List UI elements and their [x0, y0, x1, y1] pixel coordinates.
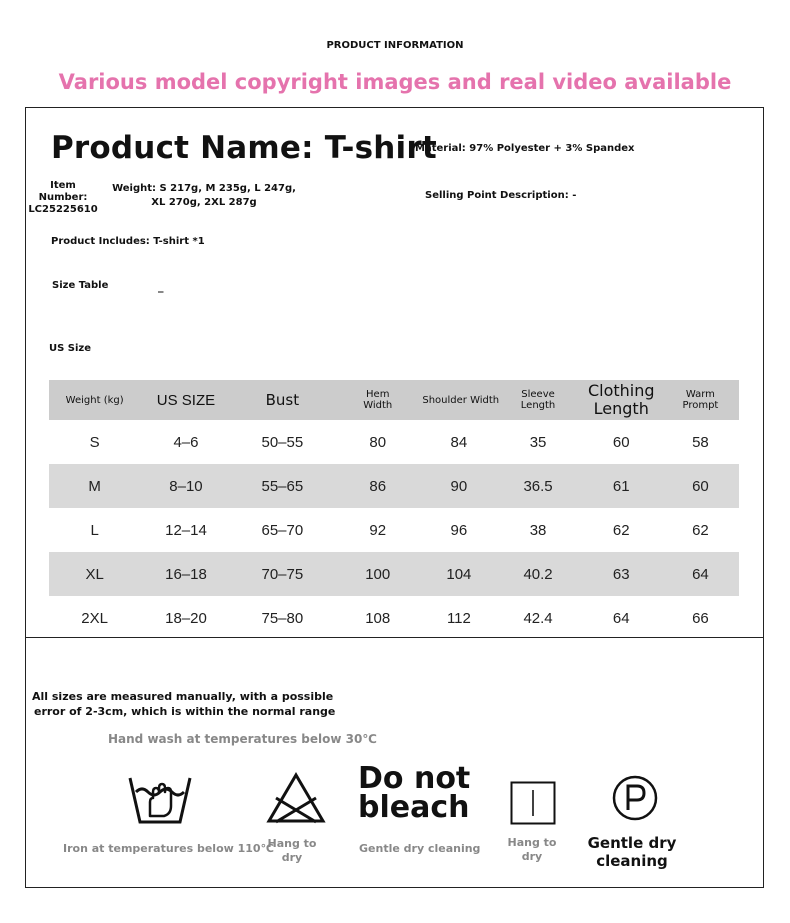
us-size-label: US Size — [49, 343, 92, 354]
table-cell: 55–65 — [261, 477, 304, 495]
col-header-bust: Bust — [265, 391, 300, 409]
size-table-header-row — [49, 380, 739, 420]
measurement-note-line-2: error of 2-3cm, which is within the normal range — [34, 705, 336, 718]
no-bleach-line-1: Do not — [358, 761, 471, 796]
table-cell: 18–20 — [165, 609, 207, 627]
table-cell: 108 — [365, 609, 391, 627]
table-cell: 4–6 — [173, 433, 199, 451]
selling-point-text: Selling Point Description: - — [425, 190, 577, 201]
includes-text: Product Includes: T-shirt *1 — [51, 236, 205, 247]
table-cell: L — [90, 521, 99, 539]
hang-dry-label-2: Hang to dry — [507, 836, 557, 863]
table-cell: 62 — [692, 521, 709, 539]
table-cell: 70–75 — [261, 565, 304, 583]
table-cell: XL — [85, 565, 104, 583]
table-cell: 35 — [529, 433, 547, 451]
table-cell: 38 — [529, 521, 547, 539]
col-header-shoulder-width: Shoulder Width — [422, 394, 500, 406]
hang-dry-label-1: Hang to dry — [267, 837, 317, 864]
col-header-hem-width-text: Hem Width — [363, 389, 393, 411]
table-cell: 61 — [612, 477, 630, 495]
table-cell: 64 — [612, 609, 630, 627]
line-dry-icon — [510, 781, 556, 825]
item-number-value: LC25225610 — [28, 204, 98, 215]
table-row — [49, 552, 739, 596]
col-header-sleeve-length — [495, 380, 580, 420]
table-cell: 80 — [369, 433, 387, 451]
hand-wash-note: Hand wash at temperatures below 30℃ — [108, 732, 377, 746]
table-row — [49, 596, 739, 640]
table-cell: 60 — [692, 477, 709, 495]
table-cell: 86 — [369, 477, 387, 495]
table-cell: 63 — [612, 565, 630, 583]
product-name: Product Name: T-shirt — [51, 130, 437, 166]
material-text: Material: 97% Polyester + 3% Spandex — [415, 143, 635, 154]
size-table-dash: _ — [158, 280, 164, 293]
table-cell: S — [89, 433, 100, 451]
iron-note: Iron at temperatures below 110℃ — [63, 842, 274, 855]
table-row — [49, 420, 739, 464]
no-bleach-text — [358, 761, 471, 825]
table-row — [49, 464, 739, 508]
table-cell: 58 — [692, 433, 709, 451]
promo-banner: Various model copyright images and real video available — [58, 70, 732, 94]
table-cell: 50–55 — [261, 433, 304, 451]
table-cell: 40.2 — [523, 565, 553, 583]
col-header-us-size: US SIZE — [156, 391, 216, 409]
weight-text — [104, 182, 304, 210]
table-cell: 66 — [692, 609, 709, 627]
table-cell: 60 — [612, 433, 630, 451]
table-cell: 2XL — [81, 609, 108, 627]
gentle-dry-label-2: Gentle dry cleaning — [587, 834, 677, 870]
item-number-label: Item Number: — [38, 180, 88, 203]
size-table — [49, 380, 739, 640]
no-bleach-line-2: bleach — [358, 790, 470, 825]
table-cell: 92 — [369, 521, 387, 539]
table-cell: 104 — [446, 565, 472, 583]
table-cell: 8–10 — [169, 477, 203, 495]
hand-wash-icon — [128, 772, 192, 828]
table-cell: 36.5 — [523, 477, 553, 495]
table-cell: 96 — [450, 521, 468, 539]
item-number — [28, 180, 98, 216]
col-header-clothing-length-text: Clothing Length — [587, 381, 655, 418]
table-cell: 90 — [450, 477, 468, 495]
size-table-label: Size Table — [52, 280, 109, 291]
table-cell: 64 — [692, 565, 709, 583]
measurement-note-line-1: All sizes are measured manually, with a possible — [32, 690, 334, 703]
table-cell: 84 — [450, 433, 468, 451]
page-header-title: PRODUCT INFORMATION — [326, 40, 464, 51]
measurement-note — [32, 689, 335, 719]
weight-line-1: Weight: S 217g, M 235g, L 247g, — [112, 183, 296, 194]
no-bleach-triangle-icon — [266, 772, 326, 824]
col-header-clothing-length — [581, 380, 662, 420]
table-cell: 100 — [365, 565, 391, 583]
table-cell: 12–14 — [165, 521, 207, 539]
col-header-sleeve-length-text: Sleeve Length — [520, 389, 556, 411]
table-cell: 65–70 — [261, 521, 304, 539]
weight-line-2: XL 270g, 2XL 287g — [151, 197, 257, 208]
table-cell: 62 — [612, 521, 630, 539]
col-header-weight: Weight (kg) — [65, 394, 124, 406]
gentle-dry-label-1: Gentle dry cleaning — [359, 842, 481, 855]
col-header-warm-prompt-text: Warm Prompt — [682, 389, 719, 411]
table-row — [49, 508, 739, 552]
col-header-hem-width — [333, 380, 422, 420]
table-cell: M — [88, 477, 101, 495]
dry-clean-p-icon — [611, 774, 659, 822]
col-header-warm-prompt — [662, 380, 739, 420]
table-cell: 75–80 — [261, 609, 304, 627]
table-cell: 42.4 — [523, 609, 553, 627]
table-cell: 16–18 — [165, 565, 207, 583]
table-cell: 112 — [446, 609, 471, 627]
